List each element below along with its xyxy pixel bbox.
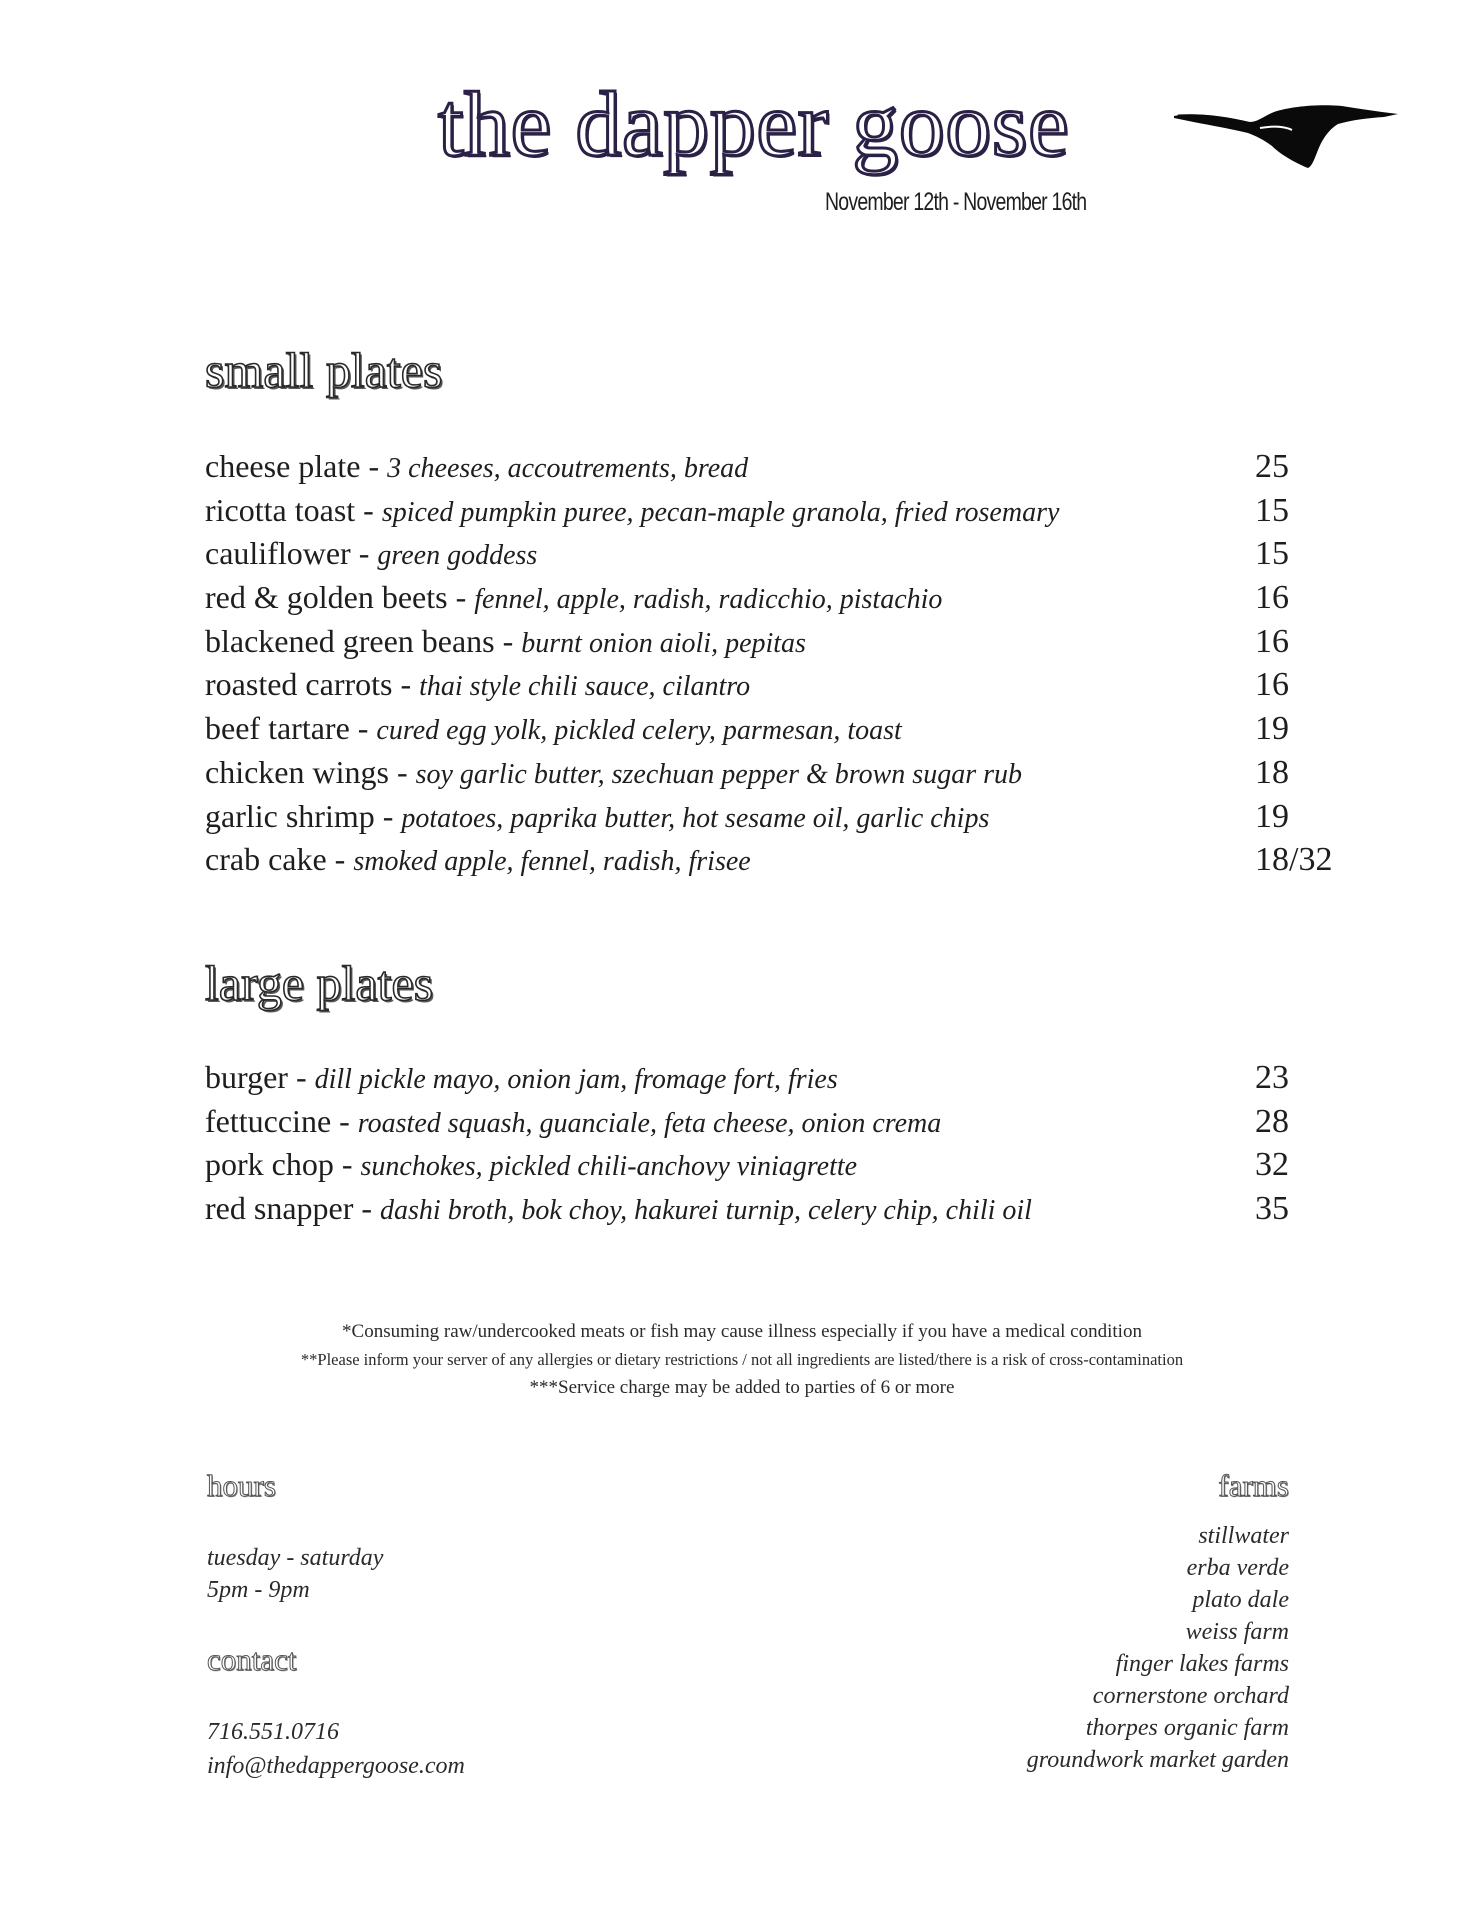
farm-item: erba verde xyxy=(1186,1555,1289,1581)
item-name: red snapper - xyxy=(205,1190,381,1227)
item-description: potatoes, paprika butter, hot sesame oil, garlic chips xyxy=(401,802,990,834)
menu-item xyxy=(205,663,1355,707)
farm-item: thorpes organic farm xyxy=(1085,1715,1289,1741)
farms-list xyxy=(1027,1520,1289,1776)
menu-item xyxy=(205,795,1355,839)
farm-item: stillwater xyxy=(1198,1523,1289,1549)
farms-heading: farms xyxy=(1218,1468,1289,1503)
large-plates-heading: large plates xyxy=(205,955,434,1011)
item-description: dashi broth, bok choy, hakurei turnip, celery chip, chili oil xyxy=(380,1195,1032,1227)
item-name: red & golden beets - xyxy=(205,579,475,616)
item-description: dill pickle mayo, onion jam, fromage fort, fries xyxy=(314,1064,838,1095)
item-name: ricotta toast - xyxy=(205,491,382,528)
item-price: 28 xyxy=(1255,1102,1289,1140)
item-name: beef tartare - xyxy=(205,710,377,747)
small-plates-heading: small plates xyxy=(205,342,443,398)
contact-phone: 716.551.0716 xyxy=(207,1719,339,1745)
item-description: 3 cheeses, accoutrements, bread xyxy=(387,453,749,484)
goose-icon xyxy=(1172,100,1402,170)
menu-item xyxy=(205,751,1355,795)
item-name: crab cake - xyxy=(205,841,354,878)
menu-item xyxy=(205,489,1355,533)
contact-email: info@thedappergoose.com xyxy=(207,1753,465,1779)
item-price: 32 xyxy=(1255,1146,1289,1184)
hours-time: 5pm - 9pm xyxy=(207,1577,310,1603)
menu-item xyxy=(205,1143,1355,1187)
item-description: green goddess xyxy=(377,540,538,572)
farm-item: finger lakes farms xyxy=(1115,1651,1289,1677)
farm-item: plato dale xyxy=(1192,1587,1289,1613)
item-price: 15 xyxy=(1255,535,1289,573)
item-price: 19 xyxy=(1255,797,1289,835)
menu-item xyxy=(205,576,1355,620)
item-price: 23 xyxy=(1255,1059,1289,1096)
item-price: 35 xyxy=(1255,1190,1289,1228)
item-description: fennel, apple, radish, radicchio, pistachio xyxy=(474,584,943,616)
item-name: chicken wings - xyxy=(205,753,416,790)
item-description: cured egg yolk, pickled celery, parmesan, toast xyxy=(376,715,902,747)
item-description: thai style chili sauce, cilantro xyxy=(419,671,751,703)
menu-item xyxy=(205,532,1355,576)
item-name: pork chop - xyxy=(205,1146,361,1183)
menu-item xyxy=(205,620,1355,664)
disclaimers xyxy=(0,1318,1484,1402)
menu-item xyxy=(205,838,1355,882)
item-name: garlic shrimp - xyxy=(205,797,402,834)
item-description: roasted squash, guanciale, feta cheese, onion crema xyxy=(357,1107,942,1139)
item-price: 19 xyxy=(1255,710,1289,748)
menu-item xyxy=(205,1056,1355,1100)
item-name: cheese plate - xyxy=(205,448,388,484)
farm-item: cornerstone orchard xyxy=(1092,1683,1289,1709)
item-description: soy garlic butter, szechuan pepper & brown sugar rub xyxy=(415,758,1022,790)
item-name: blackened green beans - xyxy=(205,622,522,659)
menu-item xyxy=(205,1100,1355,1144)
item-name: roasted carrots - xyxy=(205,666,420,703)
item-price: 16 xyxy=(1255,622,1289,660)
large-plates-list xyxy=(205,1056,1355,1231)
item-description: smoked apple, fennel, radish, frisee xyxy=(353,846,751,878)
page-title: the dapper goose xyxy=(438,73,1070,175)
item-name: fettuccine - xyxy=(205,1102,358,1139)
item-price: 16 xyxy=(1255,666,1289,704)
farm-item: groundwork market garden xyxy=(1026,1747,1289,1773)
disclaimer-allergies: **Please inform your server of any allergies or dietary restrictions / not all ingredients are listed/there is a risk of cross-contamination xyxy=(300,1350,1184,1369)
item-name: burger - xyxy=(205,1059,315,1095)
hours-heading: hours xyxy=(207,1468,276,1503)
menu-item xyxy=(205,445,1355,489)
item-description: spiced pumpkin puree, pecan-maple granola, fried rosemary xyxy=(381,496,1060,528)
menu-item xyxy=(205,707,1355,751)
menu-dates: November 12th - November 16th xyxy=(825,188,1087,216)
contact-heading: contact xyxy=(207,1642,297,1677)
hours-days: tuesday - saturday xyxy=(207,1545,384,1571)
item-price: 18/32 xyxy=(1255,841,1333,879)
menu-item xyxy=(205,1187,1355,1231)
item-description: burnt onion aioli, pepitas xyxy=(521,627,806,659)
item-price: 18 xyxy=(1255,753,1289,791)
item-price: 25 xyxy=(1255,448,1289,485)
item-description: sunchokes, pickled chili-anchovy viniagrette xyxy=(360,1151,858,1183)
item-name: cauliflower - xyxy=(205,535,378,572)
disclaimer-raw-food: *Consuming raw/undercooked meats or fish may cause illness especially if you have a medical condition xyxy=(342,1321,1142,1342)
disclaimer-service-charge: ***Service charge may be added to parties of 6 or more xyxy=(529,1377,955,1398)
item-price: 15 xyxy=(1255,491,1289,529)
farm-item: weiss farm xyxy=(1185,1619,1289,1645)
small-plates-list xyxy=(205,445,1355,882)
item-price: 16 xyxy=(1255,579,1289,617)
